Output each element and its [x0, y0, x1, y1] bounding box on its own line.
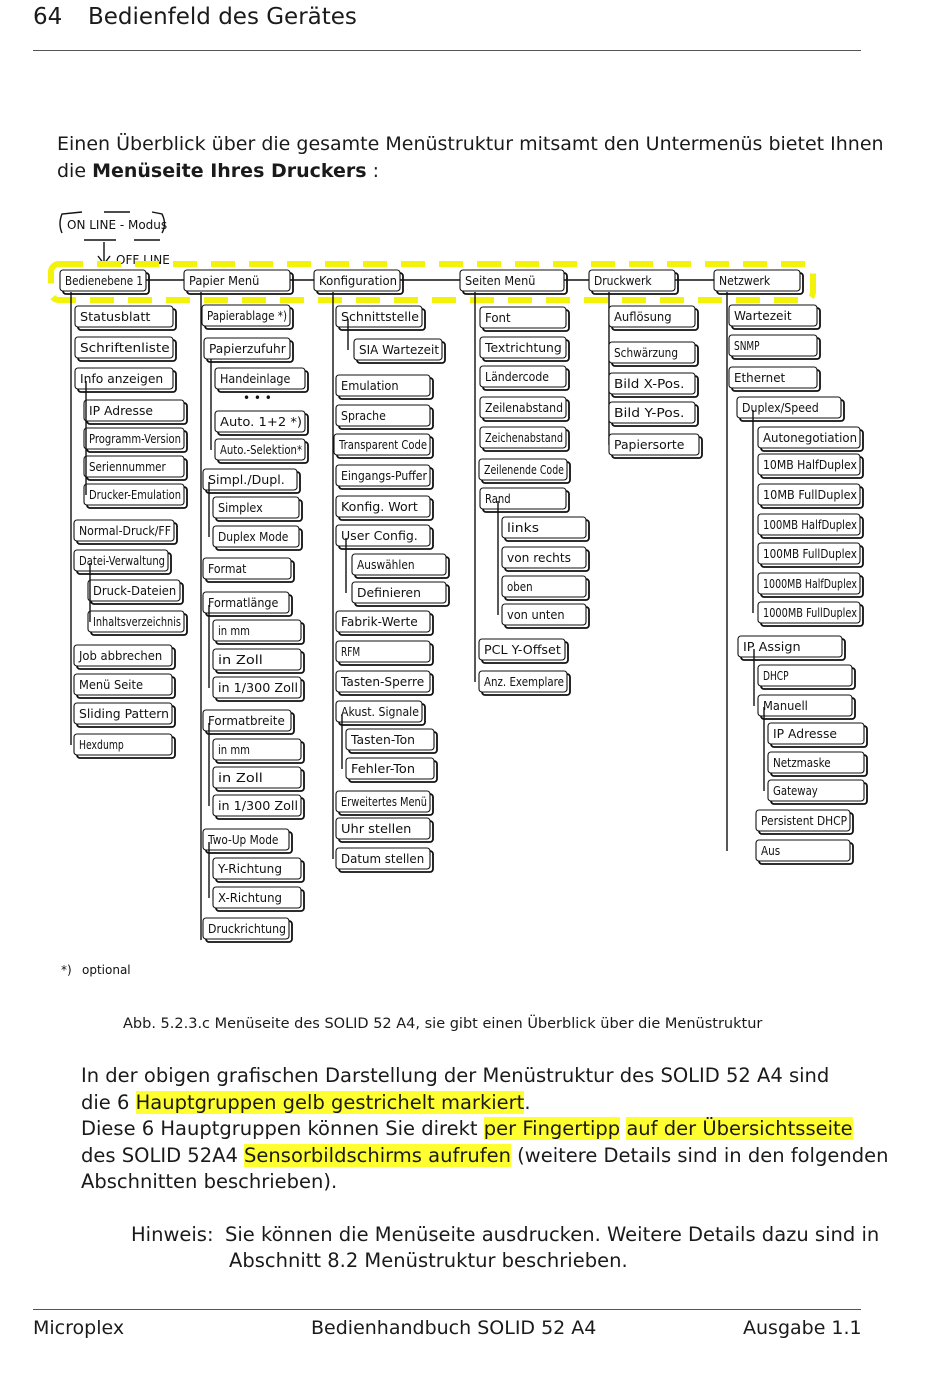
highlight-hauptgruppen: Hauptgruppen gelb gestrichelt markiert [135, 1091, 525, 1114]
offline-label: OFF LINE [116, 253, 170, 267]
footer-right: Ausgabe 1.1 [743, 1317, 862, 1339]
group-2-item-1-label: Papierablage *) [207, 309, 287, 323]
group-1-item-8-label: Normal-Druck/FF [79, 524, 172, 538]
group-3-item-1-label: Schnittstelle [341, 310, 419, 324]
online-mode-label: ON LINE - Modus [67, 218, 168, 232]
group-3-item-6-label: Eingangs-Puffer [341, 469, 428, 483]
group-3-item-8-label: User Config. [341, 529, 418, 543]
highlight-uebersichtsseite: auf der Übersichtsseite [626, 1117, 853, 1140]
group-1-item-14-label: Sliding Pattern [79, 707, 169, 721]
group-2-item-22-label: Druckrichtung [208, 922, 286, 936]
group-6-item-11-label: 1000MB FullDuplex [763, 606, 857, 620]
footnote-text: optional [82, 963, 131, 977]
group-1-item-12-label: Job abbrechen [78, 649, 163, 663]
group-6-item-13-label: DHCP [763, 669, 789, 683]
body-line-4: des SOLID 52A4 Sensorbildschirms aufrufen (weitere Details sind in den folgenden [81, 1144, 889, 1167]
intro-line-1: Einen Überblick über die gesamte Menüstruktur mitsamt den Untermenüs bietet Ihnen [57, 133, 884, 155]
group-2-ellipsis: • • • [243, 391, 272, 405]
figure-caption: Abb. 5.2.3.c Menüseite des SOLID 52 A4, sie gibt einen Überblick über die Menüstruktur [123, 1016, 763, 1032]
group-5-item-3-label: Bild X-Pos. [614, 377, 685, 391]
group-4-item-6-label: Zeilenende Code [484, 463, 564, 477]
intro-line-2: die Menüseite Ihres Druckers : [57, 160, 380, 182]
group-3-item-12-label: RFM [341, 645, 361, 659]
group-3-item-2-label: SIA Wartezeit [359, 343, 440, 357]
group-5-item-1-label: Auflösung [614, 310, 672, 324]
group-3-item-18-label: Uhr stellen [341, 822, 412, 836]
highlight-sensorbildschirm: Sensorbildschirms aufrufen [244, 1144, 511, 1167]
page-number: 64 [33, 4, 63, 30]
group-3-item-3-label: Emulation [341, 379, 399, 393]
group-2-item-15-label: Formatbreite [208, 714, 285, 728]
group-2-item-6-label: Auto.-Selektion* [220, 443, 302, 457]
group-5-label: Druckwerk [594, 274, 652, 288]
group-1-item-1-label: Statusblatt [80, 310, 151, 324]
group-1-label: Bedienebene 1 [65, 274, 143, 288]
group-2-item-10-label: Format [208, 562, 247, 576]
group-4-label: Seiten Menü [465, 274, 536, 288]
group-6-item-9-label: 100MB FullDuplex [763, 547, 857, 561]
group-5-item-2-label: Schwärzung [614, 346, 678, 360]
group-1-item-11-label: Inhaltsverzeichnis [93, 615, 181, 629]
group-3-item-19-label: Datum stellen [341, 852, 425, 866]
group-3-item-10-label: Definieren [357, 586, 421, 600]
group-6-item-8-label: 100MB HalfDuplex [763, 518, 857, 532]
group-3-label: Konfiguration [319, 274, 397, 288]
group-6-item-6-label: 10MB HalfDuplex [763, 458, 857, 472]
note-label: Hinweis: [131, 1223, 214, 1246]
group-2-item-8-label: Simplex [218, 501, 263, 515]
group-6-item-17-label: Gateway [773, 784, 818, 798]
group-2-item-19-label: Two-Up Mode [207, 833, 279, 847]
body-line-3: Diese 6 Hauptgruppen können Sie direkt per Fingertipp auf der Übersichtsseite [81, 1117, 853, 1140]
group-5-item-4-label: Bild Y-Pos. [614, 406, 685, 420]
group-1-item-3-label: Info anzeigen [80, 372, 164, 386]
group-2-item-3-label: Handeinlage [220, 372, 291, 386]
group-2-item-14-label: in 1/300 Zoll [218, 681, 298, 695]
intro-emphasis: Menüseite Ihres Druckers [92, 160, 367, 182]
highlight-fingertipp: per Fingertipp [483, 1117, 621, 1140]
group-6-item-18-label: Persistent DHCP [761, 814, 847, 828]
group-3-item-17-label: Erweitertes Menü [341, 795, 427, 809]
group-6-item-14-label: Manuell [763, 699, 808, 713]
group-4-item-13-label: Anz. Exemplare [484, 675, 564, 689]
body-line-5: Abschnitten beschrieben). [81, 1170, 338, 1193]
group-4-item-11-label: von unten [507, 608, 565, 622]
group-4-item-4-label: Zeilenabstand [485, 401, 563, 415]
group-3-item-15-label: Tasten-Ton [349, 733, 415, 747]
group-6-item-15-label: IP Adresse [773, 727, 837, 741]
group-5-item-5-label: Papiersorte [614, 438, 685, 452]
group-4-item-8-label: links [507, 521, 539, 535]
body-line-2: die 6 Hauptgruppen gelb gestrichelt markiert. [81, 1091, 531, 1114]
group-3-item-5-label: Transparent Code [338, 438, 427, 452]
group-2-item-5-label: Auto. 1+2 *) [220, 415, 302, 429]
group-2-item-7-label: Simpl./Dupl. [208, 473, 285, 487]
page-title: Bedienfeld des Gerätes [88, 4, 357, 30]
group-1-item-5-label: Programm-Version [89, 432, 181, 446]
group-6-item-16-label: Netzmaske [773, 756, 831, 770]
group-1-item-2-label: Schriftenliste [80, 341, 170, 355]
footer-rule [33, 1309, 861, 1310]
group-3-item-14-label: Akust. Signale [341, 705, 419, 719]
group-1-item-15-label: Hexdump [79, 738, 124, 752]
note-line-1: Sie können die Menüseite ausdrucken. Weitere Details dazu sind in [225, 1223, 880, 1246]
group-3-item-13-label: Tasten-Sperre [339, 675, 425, 689]
group-6-label: Netzwerk [719, 274, 771, 288]
group-3-item-11-label: Fabrik-Werte [341, 615, 418, 629]
group-1-item-6-label: Seriennummer [89, 460, 166, 474]
group-6-item-5-label: Autonegotiation [763, 431, 857, 445]
group-4-item-10-label: oben [507, 580, 533, 594]
group-4-item-12-label: PCL Y-Offset [484, 643, 562, 657]
group-1-item-10-label: Druck-Dateien [93, 584, 177, 598]
footer-center: Bedienhandbuch SOLID 52 A4 [311, 1317, 597, 1339]
menu-structure-diagram [0, 200, 950, 990]
group-2-item-11-label: Formatlänge [208, 596, 279, 610]
group-3-item-4-label: Sprache [341, 409, 386, 423]
group-4-item-5-label: Zeichenabstand [485, 431, 563, 445]
group-2-item-20-label: Y-Richtung [216, 862, 282, 876]
group-6-item-2-label: SNMP [734, 339, 760, 353]
main-groups-highlight [51, 264, 813, 300]
group-1-item-13-label: Menü Seite [79, 678, 143, 692]
group-2-item-12-label: in mm [218, 624, 250, 638]
group-1-item-9-label: Datei-Verwaltung [79, 554, 165, 568]
group-4-item-1-label: Font [485, 311, 511, 325]
group-6-item-10-label: 1000MB HalfDuplex [763, 577, 857, 591]
group-4-item-9-label: von rechts [507, 551, 571, 565]
header-rule [33, 50, 861, 51]
group-2-item-16-label: in mm [218, 743, 250, 757]
group-6-item-4-label: Duplex/Speed [742, 401, 819, 415]
group-6-item-1-label: Wartezeit [734, 309, 792, 323]
group-2-item-13-label: in Zoll [218, 653, 263, 667]
group-2-item-21-label: X-Richtung [218, 891, 282, 905]
group-3-item-9-label: Auswählen [357, 558, 415, 572]
group-2-item-2-label: Papierzufuhr [209, 342, 286, 356]
group-4-item-3-label: Ländercode [485, 370, 549, 384]
group-1-item-7-label: Drucker-Emulation [89, 488, 181, 502]
group-6-item-19-label: Aus [761, 844, 781, 858]
group-6-item-3-label: Ethernet [734, 371, 786, 385]
footer-left: Microplex [33, 1317, 125, 1339]
group-2-label: Papier Menü [189, 274, 260, 288]
group-3-item-7-label: Konfig. Wort [341, 500, 419, 514]
body-line-1: In der obigen grafischen Darstellung der Menüstruktur des SOLID 52 A4 sind [81, 1064, 830, 1087]
group-2-item-18-label: in 1/300 Zoll [218, 799, 298, 813]
footnote-mark: *) [61, 963, 72, 977]
group-2-item-17-label: in Zoll [218, 771, 263, 785]
note-line-2: Abschnitt 8.2 Menüstruktur beschrieben. [229, 1249, 628, 1272]
group-4-item-2-label: Textrichtung [483, 341, 562, 355]
group-4-item-7-label: Rand [485, 492, 511, 506]
group-6-item-7-label: 10MB FullDuplex [763, 488, 857, 502]
group-2-item-9-label: Duplex Mode [218, 530, 289, 544]
group-1-item-4-label: IP Adresse [89, 404, 153, 418]
group-6-item-12-label: IP Assign [743, 640, 801, 654]
group-3-item-16-label: Fehler-Ton [351, 762, 415, 776]
